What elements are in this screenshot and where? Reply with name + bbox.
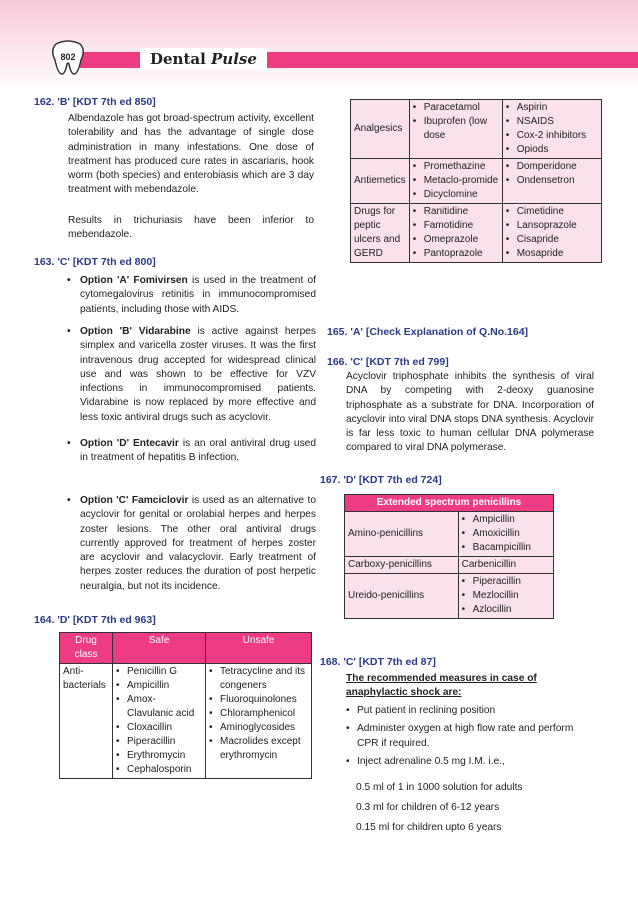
q163-option-d bbox=[67, 437, 316, 466]
q168-doses bbox=[356, 778, 596, 838]
header-title: Dental Pulse bbox=[140, 48, 267, 70]
q168-dose-line: 0.3 ml for children of 6-12 years bbox=[356, 802, 500, 813]
top-col2-item: • NSAIDS bbox=[506, 115, 598, 129]
q164-safe-item: • Penicillin G bbox=[116, 665, 202, 679]
q163-option-b bbox=[67, 325, 316, 425]
top-col2-item: • Cisapride bbox=[506, 233, 598, 247]
q164-safe-list bbox=[113, 664, 206, 779]
q162-body: Albendazole has got broad-spectrum activity, excellent tolerability and has the advantage of single dose administration in many infestations. One dose of treatment has produced cure rates in ascariaris, hook worm (both species) and enterobiasis which are 3 day treatment with mebendazole. bbox=[68, 113, 314, 196]
pen-item-item: • Ampicillin bbox=[462, 513, 550, 527]
q168-dose-line: 0.5 ml of 1 in 1000 solution for adults bbox=[356, 782, 523, 793]
q168-dose-line: 0.15 ml for children upto 6 years bbox=[356, 822, 502, 833]
pen-table-title: Extended spectrum penicillins bbox=[345, 495, 554, 512]
q164-safe-item: • Ampicillin bbox=[116, 679, 202, 693]
q162-heading: 162. 'B' [KDT 7th ed 850] bbox=[34, 96, 156, 108]
q164-header-unsafe: Unsafe bbox=[206, 633, 312, 664]
top-col1-item: • Ranitidine bbox=[413, 205, 499, 219]
top-col2-item: • Cimetidine bbox=[506, 205, 598, 219]
q164-header-drug-class: Drug class bbox=[60, 633, 113, 664]
top-col1-item: • Ibuprofen (low dose bbox=[413, 115, 499, 143]
q163-c-text: is used as an alternative to acyclovir for genital or orolabial herpes and herpes zoster lesions. The other oral antiviral drugs currently approved for treatment of herpes zoster are acyclovir and valacyclovir. Early treatment of herpes zoster reduces the duration of post herpetic neuralgia, but not its incidence. bbox=[80, 495, 316, 592]
drugs-in-pregnancy-table bbox=[350, 99, 602, 263]
q163-b-bullet-icon: • bbox=[67, 326, 71, 337]
page-header bbox=[0, 40, 638, 80]
pen-table-row bbox=[345, 574, 554, 619]
pen-item-item: • Bacampicillin bbox=[462, 541, 550, 555]
top-col1-item: • Omeprazole bbox=[413, 233, 499, 247]
q164-unsafe-item: • Macrolides except erythromycin bbox=[209, 735, 308, 763]
top-table-col2 bbox=[502, 204, 601, 263]
q162-body-2: Results in trichuriasis have been inferior to mebendazole. bbox=[68, 215, 314, 241]
top-table-label: Analgesics bbox=[351, 100, 410, 159]
q163-c-bold: Option 'C' Famciclovir bbox=[80, 495, 189, 506]
top-table-col1 bbox=[409, 159, 502, 204]
top-col1-item: • Pantoprazole bbox=[413, 247, 499, 261]
top-col1-item: • Dicyclomine bbox=[413, 188, 499, 202]
q163-a-bullet-icon: • bbox=[67, 275, 71, 286]
extended-spectrum-penicillins-table bbox=[344, 494, 554, 619]
pen-table-items: Carbenicillin bbox=[458, 557, 553, 574]
top-table-row bbox=[351, 159, 602, 204]
top-table-label: Drugs for peptic ulcers and GERD bbox=[351, 204, 410, 263]
q168-title bbox=[346, 672, 596, 701]
q164-table bbox=[59, 632, 312, 779]
q164-safe-item: • Piperacillin bbox=[116, 735, 202, 749]
q164-unsafe-item: • Chloramphenicol bbox=[209, 707, 308, 721]
top-col1-item: • Paracetamol bbox=[413, 101, 499, 115]
q163-d-bullet-icon: • bbox=[67, 438, 71, 449]
top-table-col2 bbox=[502, 100, 601, 159]
q166-body: Acyclovir triphosphate inhibits the synthesis of viral DNA by competing with 2-deoxy guanosine triphosphate as a substrate for DNA. Incorporation of acyclovir into viral DNA stops DNA synthesis. Acyclovir is far less toxic to human cellular DNA polymerase compared to viral DNA polymerase. bbox=[346, 371, 594, 454]
q168-bullet: • Administer oxygen at high flow rate and perform CPR if required. bbox=[346, 722, 596, 751]
q168-bullets bbox=[346, 704, 596, 773]
pen-table-row bbox=[345, 557, 554, 574]
top-col2-item: • Ondensetron bbox=[506, 174, 598, 188]
q164-unsafe-item: • Tetracycline and its congeners bbox=[209, 665, 308, 693]
pen-table-row bbox=[345, 512, 554, 557]
top-col2-item: • Aspirin bbox=[506, 101, 598, 115]
top-table-row bbox=[351, 100, 602, 159]
q164-unsafe-item: • Aminoglycosides bbox=[209, 721, 308, 735]
pen-table-label: Carboxy-penicillins bbox=[345, 557, 459, 574]
q165-heading: 165. 'A' [Check Explanation of Q.No.164] bbox=[327, 326, 529, 338]
q164-unsafe-list bbox=[206, 664, 312, 779]
page-number: 802 bbox=[60, 52, 76, 62]
q163-d-text: is an oral antiviral drug used in treatment of hepatitis B infection. bbox=[80, 438, 316, 464]
top-col2-item: • Domperidone bbox=[506, 160, 598, 174]
q167-heading: 167. 'D' [KDT 7th ed 724] bbox=[320, 474, 442, 486]
top-col2-item: • Mosapride bbox=[506, 247, 598, 261]
q168-bullet: • Put patient in reclining position bbox=[346, 704, 596, 718]
top-col2-item: • Cox-2 inhibitors bbox=[506, 129, 598, 143]
pen-item-item: • Piperacillin bbox=[462, 575, 550, 589]
q163-option-a bbox=[67, 274, 316, 317]
q164-header-safe: Safe bbox=[113, 633, 206, 664]
q163-b-text: is active against herpes simplex and varicella zoster viruses. It was the first intravenous drug accepted for widespread clinical use and was shown to be effective for VZV infections in immunocompromised patients. Vidarabine is now replaced by more effective and less toxic antiviral drugs such as acyclovir. bbox=[80, 326, 316, 423]
pen-table-items bbox=[458, 574, 553, 619]
top-col2-item: • Lansoprazole bbox=[506, 219, 598, 233]
top-col1-item: • Famotidine bbox=[413, 219, 499, 233]
top-col2-item: • Opiods bbox=[506, 143, 598, 157]
pen-table-items bbox=[458, 512, 553, 557]
pen-item-item: • Mezlocillin bbox=[462, 589, 550, 603]
q163-a-bold: Option 'A' Fomivirsen bbox=[80, 275, 188, 286]
pen-item-item: • Amoxicillin bbox=[462, 527, 550, 541]
q166-heading: 166. 'C' [KDT 7th ed 799] bbox=[327, 356, 449, 368]
top-table-col1 bbox=[409, 204, 502, 263]
top-table-col1 bbox=[409, 100, 502, 159]
pen-table-label: Amino-penicillins bbox=[345, 512, 459, 557]
top-table-col2 bbox=[502, 159, 601, 204]
q163-d-bold: Option 'D' Entecavir bbox=[80, 438, 179, 449]
q168-heading: 168. 'C' [KDT 7th ed 87] bbox=[320, 656, 436, 668]
q163-option-c bbox=[67, 494, 316, 594]
top-col1-item: • Promethazine bbox=[413, 160, 499, 174]
pen-table-label: Ureido-penicillins bbox=[345, 574, 459, 619]
q163-a-text: is used in the treatment of cytomegalovirus retinitis in immunocompromised patients, including those with AIDS. bbox=[80, 275, 316, 315]
q164-safe-item: • Erythromycin bbox=[116, 749, 202, 763]
top-table-row bbox=[351, 204, 602, 263]
q163-heading: 163. 'C' [KDT 7th ed 800] bbox=[34, 256, 156, 268]
q168-title-text: The recommended measures in case of anaphylactic shock are: bbox=[346, 673, 537, 699]
q164-heading: 164. 'D' [KDT 7th ed 963] bbox=[34, 614, 156, 626]
q164-unsafe-item: • Fluoroquinolones bbox=[209, 693, 308, 707]
q164-safe-item: • Amox-Clavulanic acid bbox=[116, 693, 202, 721]
q164-safe-item: • Cephalosporin bbox=[116, 763, 202, 777]
q168-bullet: • Inject adrenaline 0.5 mg I.M. i.e., bbox=[346, 755, 596, 769]
top-col1-item: • Metaclo-promide bbox=[413, 174, 499, 188]
q164-row-label: Anti-bacterials bbox=[60, 664, 113, 779]
q163-b-bold: Option 'B' Vidarabine bbox=[80, 326, 191, 337]
pen-item-item: • Azlocillin bbox=[462, 603, 550, 617]
q163-c-bullet-icon: • bbox=[67, 495, 71, 506]
q164-safe-item: • Cloxacillin bbox=[116, 721, 202, 735]
pen-table-header-row bbox=[345, 495, 554, 512]
top-table-label: Antiemetics bbox=[351, 159, 410, 204]
